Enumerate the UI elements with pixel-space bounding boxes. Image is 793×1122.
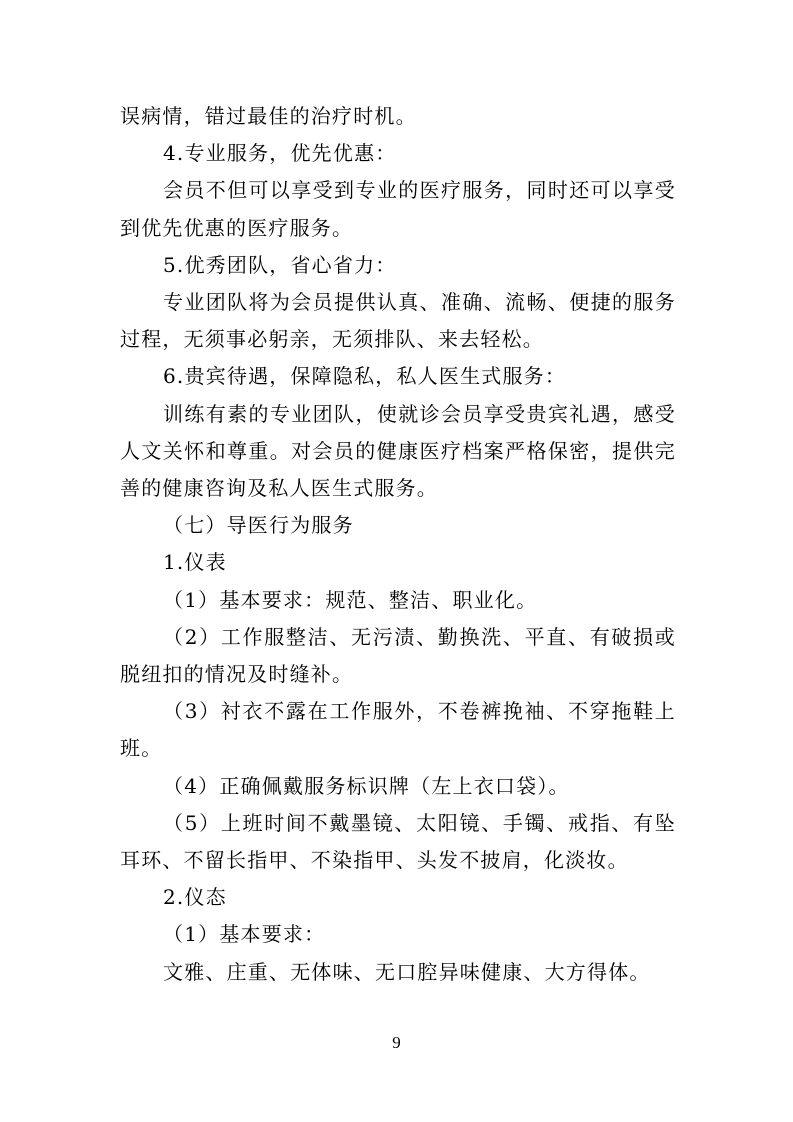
subsection-heading: 1.仪表 bbox=[163, 550, 227, 575]
section-heading: 4.专业服务，优先优惠： bbox=[163, 141, 397, 166]
list-item: （4）正确佩戴服务标识牌（左上衣口袋）。 bbox=[163, 773, 570, 798]
paragraph: 文雅、庄重、无体味、无口腔异味健康、大方得体。 bbox=[163, 959, 651, 984]
section-heading: 6.贵宾待遇，保障隐私，私人医生式服务： bbox=[163, 364, 567, 389]
paragraph: 专业团队将为会员提供认真、准确、流畅、便捷的服务过程，无须事必躬亲，无须排队、来去轻松。 bbox=[120, 290, 676, 352]
paragraph: 训练有素的专业团队，使就诊会员享受贵宾礼遇，感受人文关怀和尊重。对会员的健康医疗档案严格保密，提供完善的健康咨询及私人医生式服务。 bbox=[120, 401, 676, 501]
chapter-heading: （七）导医行为服务 bbox=[163, 513, 354, 538]
page-number: 9 bbox=[392, 1033, 401, 1052]
paragraph: 误病情，错过最佳的治疗时机。 bbox=[120, 104, 417, 128]
document-body bbox=[120, 98, 676, 991]
list-item: （3）衬衣不露在工作服外，不卷裤挽袖、不穿拖鞋上班。 bbox=[120, 699, 676, 761]
section-heading: 5.优秀团队，省心省力： bbox=[163, 252, 397, 277]
subsection-heading: 2.仪态 bbox=[163, 885, 227, 910]
paragraph: 会员不但可以享受到专业的医疗服务，同时还可以享受到优先优惠的医疗服务。 bbox=[120, 178, 676, 240]
list-item: （1）基本要求： bbox=[163, 922, 326, 947]
list-item: （1）基本要求：规范、整洁、职业化。 bbox=[163, 587, 538, 612]
list-item: （2）工作服整洁、无污渍、勤换洗、平直、有破损或脱纽扣的情况及时缝补。 bbox=[120, 624, 676, 687]
list-item: （5）上班时间不戴墨镜、太阳镜、手镯、戒指、有坠耳环、不留长指甲、不染指甲、头发不披肩，化淡妆。 bbox=[120, 810, 676, 873]
